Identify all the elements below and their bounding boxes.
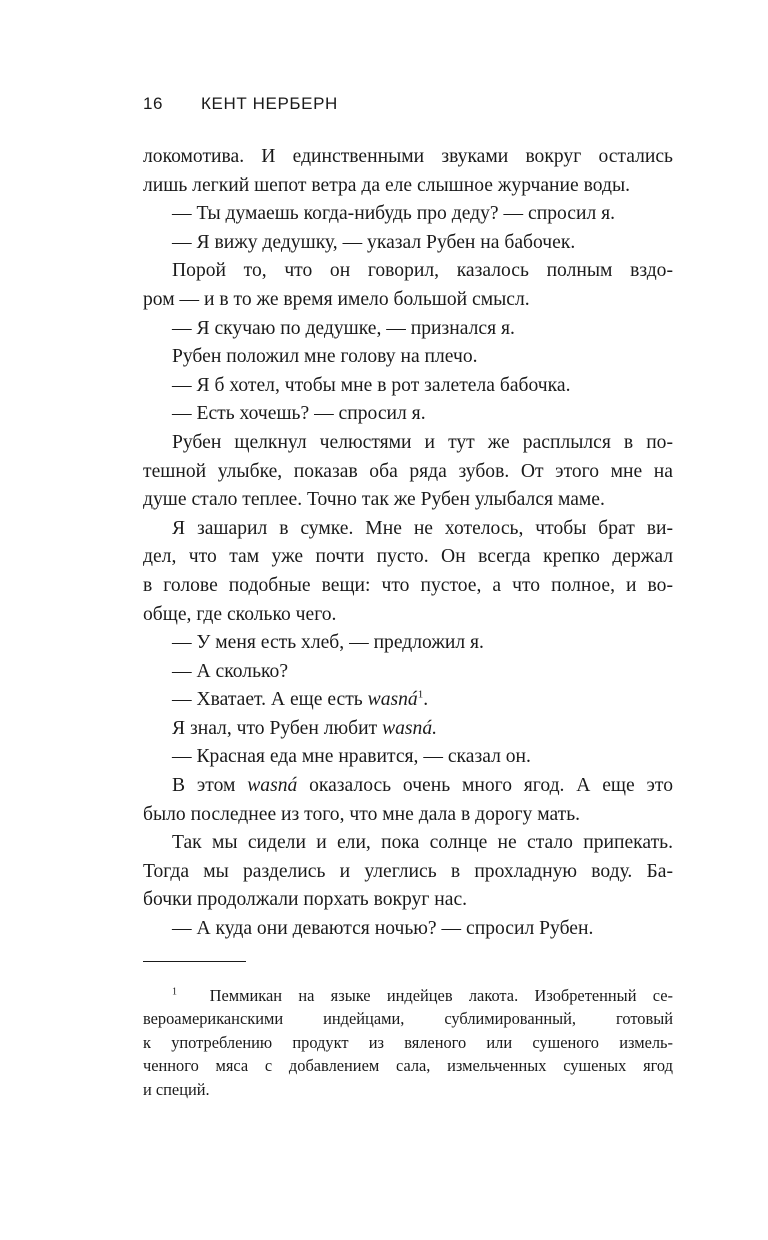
italic-word: wasná (247, 775, 298, 797)
body-text (143, 143, 673, 944)
text-line: тешной улыбке, показав оба ряда зубов. От этого мне на (143, 460, 673, 482)
text-line: бочки продолжали порхать вокруг нас. (143, 889, 468, 911)
text-line (143, 772, 673, 801)
text-line (143, 715, 673, 744)
dialogue-line: — Я скучаю по дедушке, — признался я. (172, 317, 515, 339)
dialogue-line: — А сколько? (172, 660, 289, 682)
italic-word: wasná (367, 689, 418, 711)
dialogue-line: — А куда они деваются ночью? — спросил Рубен. (172, 918, 594, 940)
text-line: Так мы сидели и ели, пока солнце не стало припекать. (172, 832, 673, 854)
dialogue-line: — Красная еда мне нравится, — сказал он. (172, 746, 531, 768)
text-line: Рубен положил мне голову на плечо. (172, 346, 478, 368)
footnote-number: 1 (172, 986, 177, 998)
text-line: Тогда мы разделись и улеглись в прохладную воду. Ба- (143, 860, 673, 882)
italic-word: wasná (382, 717, 433, 739)
text-line: дел, что там уже почти пусто. Он всегда крепко держал (143, 546, 673, 568)
footnote-line: к употреблению продукт из вяленого или сушеного измель- (143, 1032, 673, 1052)
text-line: было последнее из того, что мне дала в дорогу мать. (143, 803, 581, 825)
text-line: обще, где сколько чего. (143, 603, 337, 625)
running-title: КЕНТ НЕРБЕРН (201, 94, 338, 113)
dialogue-line: — Я вижу дедушку, — указал Рубен на бабочек. (172, 231, 576, 253)
footnote-marker: 1 (417, 688, 424, 701)
text-fragment: . (423, 689, 429, 711)
text-line: Порой то, что он говорил, казалось полным вздо- (172, 260, 673, 282)
dialogue-line (143, 686, 673, 715)
text-line: душе стало теплее. Точно так же Рубен улыбался маме. (143, 489, 605, 511)
text-line: в голове подобные вещи: что пустое, а что полное, и во- (143, 574, 673, 596)
text-line: локомотива. И единственными звуками вокруг остались (143, 146, 673, 167)
footnote-line (143, 984, 673, 1007)
footnote-line: ченного мяса с добавлением сала, измельченных сушеных ягод (143, 1056, 673, 1076)
dialogue-line: — Есть хочешь? — спросил я. (172, 403, 426, 425)
text-line: лишь легкий шепот ветра да еле слышное журчание воды. (143, 174, 631, 196)
text-line: Рубен щелкнул челюстями и тут же расплылся в по- (172, 431, 673, 453)
running-header (143, 94, 338, 114)
dialogue-line: — Я б хотел, чтобы мне в рот залетела бабочка. (172, 374, 571, 396)
footnote-divider (143, 961, 246, 962)
dialogue-line: — Ты думаешь когда-нибудь про деду? — спросил я. (172, 203, 616, 225)
text-fragment: Пеммикан на языке индейцев лакота. Изобретенный се- (209, 986, 673, 1005)
footnote-line: и специй. (143, 1079, 210, 1099)
footnote (143, 984, 673, 1101)
text-line: ром — и в то же время имело большой смысл. (143, 288, 530, 310)
dialogue-line: — У меня есть хлеб, — предложил я. (172, 632, 484, 654)
text-line: Я зашарил в сумке. Мне не хотелось, чтобы брат ви- (172, 517, 673, 539)
text-fragment: — Хватает. А еще есть (172, 689, 368, 711)
footnote-line: вероамериканскими индейцами, сублимированный, готовый (143, 1009, 673, 1029)
text-fragment: оказалось очень много ягод. А еще это (297, 775, 673, 797)
text-fragment: В этом (172, 775, 248, 797)
page-number: 16 (143, 94, 164, 113)
text-fragment: Я знал, что Рубен любит (172, 717, 383, 739)
text-fragment: . (432, 717, 438, 739)
